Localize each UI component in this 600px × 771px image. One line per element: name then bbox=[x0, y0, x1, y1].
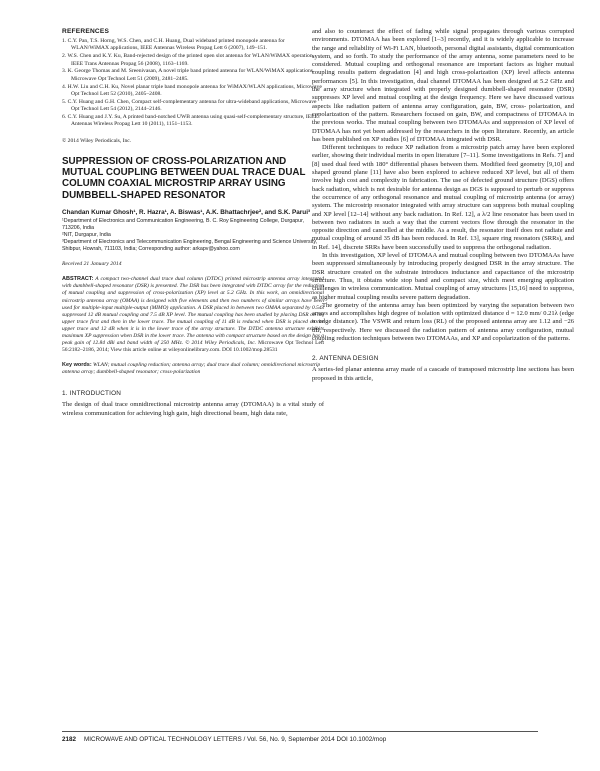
body-paragraph: In this investigation, XP level of DTOMAA and mutual coupling between two DTOMAAs have been suppressed simultaneously by introducing properly designed DSR in the array structure. The DSR structure created on the substrate introduces inductance and capacitance of the microstrip structure. Thus, it obtains wide stop band and compact size, which meet emerging application challenges in wireless communication. Mutual coupling of array structures [15,16] need to suppress, as higher mutual coupling results severe pattern degradation. bbox=[312, 252, 574, 301]
antenna-design-paragraph: A series-fed planar antenna array made of a cascade of transposed microstrip line sections has been proposed in this article, bbox=[312, 366, 574, 382]
intro-paragraph: The design of dual trace omnidirectional microstrip antenna array (DTOMAA) is a vital study of wireless communication for achieving high gain, high directional beam, high data rate, bbox=[62, 401, 324, 417]
abstract-text: A compact two-channel dual trace dual column (DTDC) printed microstrip antenna array integrated with dumbbell-shaped resonator (DSR) is presented. The DSR has been integrated with DTDC array for the reduction of mutual coupling and suppression of cross-polarization (XP) level at 5.2 GHz. In this work, an omnidirectional microstrip antenna array (OMAA) is designed with five elements and then two numbers of similar arrays have been used for multiple-input multiple-output (MIMO) application. A DSR placed in between two OMAA separated by 0.54λ suppressed 12 dB mutual coupling and 7.5 dB XP level. The mutual coupling has been studied by placing DSR on the upper trace first and then in the lower trace. The mutual coupling of 11 dB is reduced when DSR is placed on the upper trace and 12 dB when it is in the lower trace of the array structure. The DTDC antenna structure exhibits maximum XP suppression when DSR in the lower trace. The antenna with compact structure based on the design has a peak gain of 12.84 dBi and band width of 250 MHz. © 2014 Wiley Periodicals, Inc. bbox=[62, 276, 324, 347]
left-column bbox=[62, 28, 324, 418]
footer-rule bbox=[62, 731, 538, 732]
received-date: Received 21 January 2014 bbox=[62, 261, 122, 268]
references-heading: REFERENCES bbox=[62, 28, 110, 35]
abstract-citation: Microwave Opt Technol Lett 56:2182–2186, 2014; View this article online at wileyonlinelibrary.com. DOI 10.1002/mop.28531 bbox=[62, 340, 324, 354]
article-title: SUPPRESSION OF CROSS-POLARIZATION AND MUTUAL COUPLING BETWEEN DUAL TRACE DUAL COLUMN COAXIAL MICROSTRIP ARRAY USING DUMBBELL-SHAPED RESONATOR bbox=[62, 155, 306, 201]
abstract bbox=[62, 276, 324, 354]
reference-item: 3. K. George Thomas and M. Sreenivasan, A novel triple band printed antenna for WLAN/WiMAX applications, Microwave Opt Technol Lett 51 (2009), 2481–2485. bbox=[62, 68, 315, 82]
body-paragraph: Different techniques to reduce XP radiation from a microstrip patch array have been explored earlier, showing their individual merits in open literature [7–11]. Some investigations in Refs. 7] and [8] used dual feed with 180° differential phases between them. Modified feed geometry [9,10] and shaped ground plane [11] have also been explored to achieve reduced XP level, but all of them involve high cost and complexity in fabrication. The use of defected ground structure (DGS) offers back radiation, which is not desirable for antenna design as DGS is supposed to perturb or suppress the occurrence of any orthogonal resonance and mutual coupling of microstrip antenna (or array) system. The microstrip resonator integrated with array structure can suppress both mutual coupling and XP level [12–14] without any back radiation. In Ref. 12], a λ/2 line resonator has been used in between two radiators in such a way that the current vectors flow through the resonator in the opposite direction and cancelled at the middle. As a result, the resonator itself does not radiate and mutual coupling of around 35 dB has been reduced. In Ref. 13], square ring resonators (SRRs), and in Ref. 14], discrete SRRs have been successfully used to suppress the orthogonal radiation. bbox=[312, 144, 574, 251]
section-heading-antenna-design: 2. ANTENNA DESIGN bbox=[312, 355, 379, 363]
section-heading-introduction: 1. INTRODUCTION bbox=[62, 390, 122, 398]
reference-item: 6. C.Y. Huang and J.Y. Su, A printed band-notched UWB antenna using quasi-self-complementary structure, IEEE Antennas Wireless Propag Lett 10 (2011), 1151–1153. bbox=[62, 114, 318, 128]
keywords-text: WLAN; mutual coupling reduction; antenna array; dual trace dual column; omnidirectional microstrip antenna array; dumbbell-shaped resonator; cross-polarization bbox=[62, 362, 321, 376]
affiliation: ³Department of Electronics and Telecommunication Engineering, Bengal Engineering and Science University, Shibpur, Howrah, 711103, India; Corresponding author: arkapv@yahoo.com bbox=[62, 239, 318, 253]
article-authors: Chandan Kumar Ghosh¹, R. Hazra¹, A. Biswas¹, A.K. Bhattachrjee², and S.K. Parui³ bbox=[62, 209, 311, 217]
journal-info: MICROWAVE AND OPTICAL TECHNOLOGY LETTERS / Vol. 56, No. 9, September 2014 DOI 10.1002/mop bbox=[84, 736, 387, 743]
page-number: 2182 bbox=[62, 736, 77, 743]
affiliation: ²NIT, Durgapur, India bbox=[62, 232, 111, 239]
right-column bbox=[312, 28, 574, 383]
references-list bbox=[62, 38, 324, 129]
reference-item: 2. W.S. Chen and K.Y. Ku, Band-rejected design of the printed open slot antenna for WLAN/WiMAX operation, IEEE Trans Antennas Propag 56 (2008), 1163–1169. bbox=[62, 53, 315, 67]
reference-item: 1. C.Y. Pan, T.S. Horng, W.S. Chen, and C.H. Huang, Dual wideband printed monopole antenna for WLAN/WiMAX applications, IEEE Antennas Wireless Propag Lett 6 (2007), 149–151. bbox=[62, 38, 285, 52]
abstract-label: ABSTRACT: bbox=[62, 276, 94, 283]
affiliation: ¹Department of Electronics and Communication Engineering, B. C. Roy Engineering College, Durgapur, 713206, India bbox=[62, 218, 305, 232]
copyright-notice: © 2014 Wiley Periodicals, Inc. bbox=[62, 137, 132, 144]
body-paragraph: and also to counteract the effect of fading while signal propagates through various corrupted environments. DTOMAA has been explored [1–3] recently, and it is widely applicable to increase the range and reliability of Wi-Fi LAN, bluetooth, personal digital assistants, digital communication system, and so forth. To study the performance of the array antenna, some parameters need to be considered. Mutual coupling and orthogonal resonance are important factors as higher mutual coupling results pattern degradation [4] and high cross-polarization (XP) level affects antenna performances [5]. In this investigation, dual channel DTOMAA has been designed at 5.2 GHz and the array structure when integrated with properly designed dumbbell-shaped resonator (DSR) suppresses XP level and mutual coupling at the design frequency. Here we have discussed various aspects like radiation pattern of antenna array configuration, gain, BW, cross- polarization, and copolarization of the pattern. Researchers focused on gain, BW, and compactness of DTOMAA in the previous works. The mutual coupling between two DTOMAAs and suppression of XP level of DTOMAA has not yet been addressed by the researchers in the open literature. Recently, an article has been published on XP studies [6] of DTOMAA integrated with DSR. bbox=[312, 28, 574, 143]
body-paragraph: The geometry of the antenna array has been optimized by varying the separation between two arrays and accomplishes high degree of isolation with optimized distance d = 12.0 mm/ 0.21λ (edge to edge distance). The VSWR and return loss (RL) of the proposed antenna array are 1.12 and −26 dB, respectively. Here we discussed the radiation pattern of antenna array configuration, mutual coupling reduction techniques between two DTOMAAs, and XP and copolarization of the patterns. bbox=[312, 301, 574, 342]
reference-item: 5. C.Y. Huang and G.H. Chen, Compact self-complementary antenna for ultra-wideband applications, Microwave Opt Technol Lett 54 (2012), 2144–2146. bbox=[62, 98, 317, 113]
keywords bbox=[62, 362, 324, 376]
reference-item: 4. H.W. Liu and C.H. Ku, Novel planar triple band monopole antenna for WiMAX/WLAN applications, Microwave Opt Technol Lett 52 (2010), 2405–2408. bbox=[62, 83, 322, 98]
keywords-label: Key words: bbox=[62, 362, 92, 369]
page-footer bbox=[62, 736, 538, 743]
